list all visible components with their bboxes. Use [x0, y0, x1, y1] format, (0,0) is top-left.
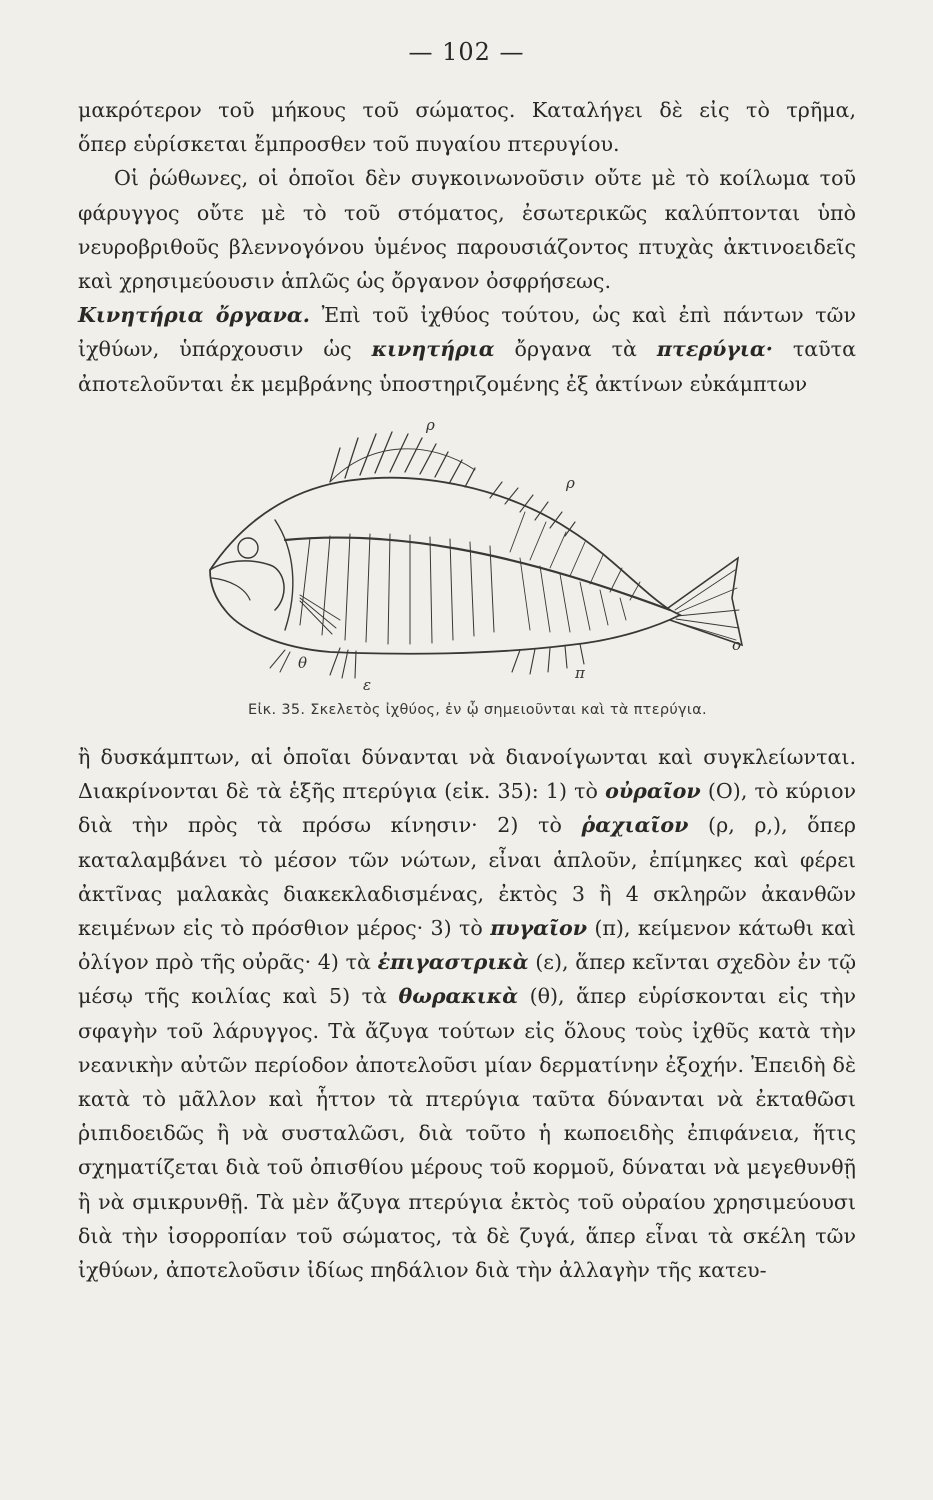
paragraph-nostrils: Οἱ ῥώθωνες, οἱ ὁποῖοι δὲν συγκοινωνοῦσιν οὔτε μὲ τὸ κοίλωμα τοῦ φάρυγγος οὔτε μὲ τὸ τοῦ στόματος, ἐσωτερικῶς καλύπτονται ὑπὸ νευροβριθοῦς βλεννογόνου ὑμένος παρουσιάζοντος πτυχὰς ἀκτινοειδεῖς καὶ χρησιμεύουσιν ἁπλῶς ὡς ὄργανον ὀσφρήσεως. [78, 166, 856, 294]
paragraph-line: ὅπερ εὑρίσκεται ἔμπροσθεν τοῦ πυγαίου πτερυγίου. [78, 132, 620, 157]
section-heading: Κινητήρια ὄργανα. [78, 303, 310, 328]
pectoral-fin [300, 595, 340, 634]
page-number: — 102 — [408, 38, 525, 66]
label-pi: π [575, 664, 585, 682]
label-rho-top: ρ [426, 420, 435, 434]
figure-caption: Εἰκ. 35. Σκελετὸς ἰχθύος, ἐν ᾧ σημειοῦνται καὶ τὰ πτερύγια. [248, 702, 707, 718]
anal-fin [512, 644, 584, 674]
text-block-top [78, 93, 856, 401]
label-omicron: ο [732, 636, 742, 654]
paragraph-locomotor-organs: Κινητήρια ὄργανα. Ἐπὶ τοῦ ἰχθύος τούτου, ὡς καὶ ἐπὶ πάντων τῶν ἰχθύων, ὑπάρχουσιν ὡς κινητήρια ὄργανα τὰ πτερύγια· ταῦτα ἀποτελοῦνται ἐκ μεμβράνης ὑποστηριζομένης ἐξ ἀκτίνων εὐκάμπτων [78, 303, 856, 396]
emphasis-term: πτερύγια· [656, 337, 773, 362]
text-block-bottom [78, 740, 856, 1287]
paragraph-fins: ἢ δυσκάμπτων, αἱ ὁποῖαι δύνανται νὰ διανοίγωνται καὶ συγκλείωνται. Διακρίνονται δὲ τὰ ἑξῆς πτερύγια (εἰκ. 35): 1) τὸ οὐραῖον (Ο), τὸ κύριον διὰ τὴν πρὸς τὰ πρόσω κίνησιν· 2) τὸ ῥαχιαῖον (ρ, ρ,), ὅπερ καταλαμβάνει τὸ μέσον τῶν νώτων, εἶναι ἁπλοῦν, ἐπίμηκες καὶ φέρει ἀκτῖνας μαλακὰς διακεκλαδισμένας, ἐκτὸς 3 ἢ 4 σκληρῶν ἀκανθῶν κειμένων εἰς τὸ πρόσθιον μέρος· 3) τὸ πυγαῖον (π), κείμενον κάτωθι καὶ ὀλίγον πρὸ τῆς οὐρᾶς· 4) τὰ ἐπιγαστρικὰ (ε), ἅπερ κεῖνται σχεδὸν ἐν τῷ μέσῳ τῆς κοιλίας καὶ 5) τὰ θωρακικὰ (θ), ἅπερ εὑρίσκονται εἰς τὴν σφαγὴν τοῦ λάρυγγος. Τὰ ἄζυγα τούτων εἰς ὅλους τοὺς ἰχθῦς κατὰ τὴν νεανικὴν αὐτῶν περίοδον ἀποτελοῦσι μίαν δερματίνην ἐξοχήν. Ἐπειδὴ δὲ κατὰ τὸ μᾶλλον καὶ ἧττον τὰ πτερύγια ταῦτα δύνανται νὰ ἐκταθῶσι ῥιπιδοειδῶς ἢ νὰ συσταλῶσι, διὰ τοῦτο ἡ κωποειδὴς ἐπιφάνεια, ἥτις σχηματίζεται διὰ τοῦ ὀπισθίου μέρους τοῦ κορμοῦ, δύναται νὰ μεγεθυνθῇ ἢ νὰ σμικρυνθῇ. Τὰ μὲν ἄζυγα πτερύγια ἐκτὸς τοῦ οὐραίου χρησιμεύουσι διὰ τὴν ἰσορροπίαν τοῦ σώματος, τὰ δὲ ζυγά, ἅπερ εἶναι τὰ σκέλη τῶν ἰχθύων, ἀποτελοῦσιν ἰδίως πηδάλιον διὰ τὴν ἀλλαγὴν τῆς κατευ- [78, 745, 856, 1283]
fish-body-outline [210, 478, 680, 654]
paragraph-line: μακρότερον τοῦ μήκους τοῦ σώματος. Καταλήγει δὲ εἰς τὸ τρῆμα, [78, 98, 856, 122]
label-rho-right: ρ [566, 474, 575, 492]
emphasis-term: ῥαχιαῖον [581, 813, 689, 838]
label-theta: θ [298, 654, 308, 672]
label-epsilon: ε [363, 676, 372, 694]
emphasis-term: οὐραῖον [605, 779, 701, 804]
eye-socket [238, 538, 258, 558]
emphasis-term: θωρακικὰ [398, 984, 519, 1009]
fish-head [210, 561, 284, 610]
fish-skeleton-figure [190, 420, 750, 695]
fish-skeleton-illustration [190, 420, 750, 695]
spine [285, 538, 670, 610]
emphasis-term: πυγαῖον [490, 916, 587, 941]
emphasis-term: ἐπιγαστρικὰ [377, 950, 529, 975]
emphasis-term: κινητήρια [371, 337, 495, 362]
